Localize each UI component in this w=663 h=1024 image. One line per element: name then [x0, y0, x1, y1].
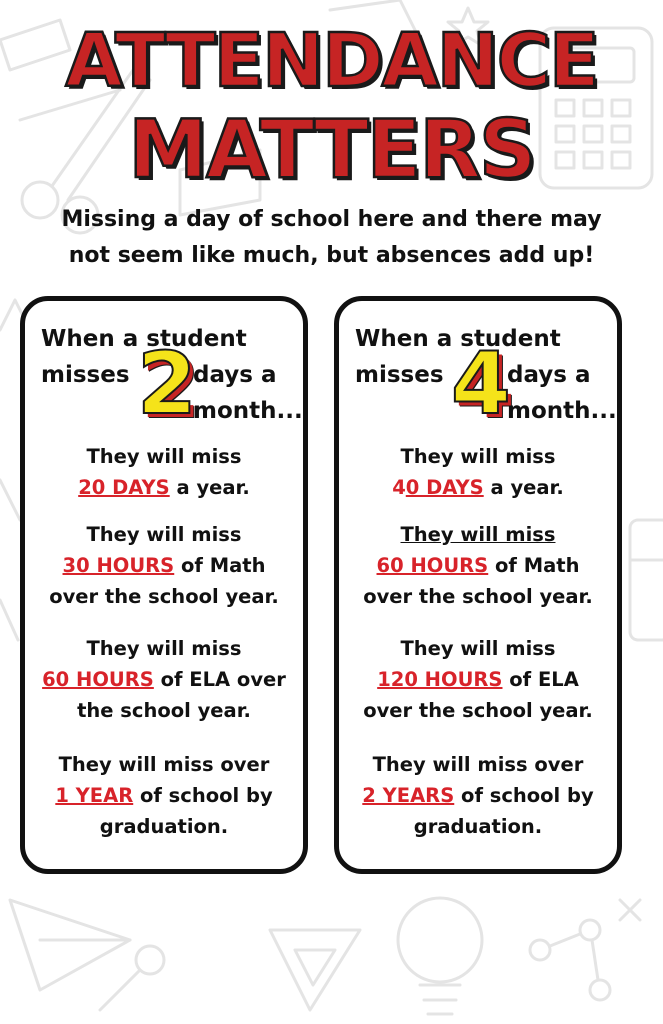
bus-icon [630, 520, 663, 640]
stat-highlight: 120 HOURS [377, 668, 503, 691]
poster-title-line-2: MATTERS [128, 103, 535, 196]
poster-title-line-1: ATTENDANCE [65, 18, 598, 104]
stat-highlight: 60 HOURS [376, 554, 489, 577]
subtitle-line-2: not seem like much, but absences add up! [68, 243, 595, 268]
paper-plane-icon [10, 900, 130, 990]
stat-highlight: 60 HOURS [42, 668, 154, 691]
triangle-ruler-icon [270, 930, 360, 1010]
stat-days-missed: They will miss 40 DAYS a year. [392, 445, 564, 499]
pushpin-icon [100, 946, 164, 1010]
math-symbol-icon [620, 900, 640, 920]
days-number-badge: 2 [137, 334, 197, 434]
stat-highlight: 30 HOURS [62, 554, 175, 577]
heading-month: month... [507, 398, 617, 424]
heading-line-1: When a student [41, 326, 247, 352]
stat-ela-hours: They will miss 60 HOURS of ELA over the school year. [42, 637, 286, 722]
molecule-icon [530, 920, 610, 1000]
poster-subtitle [20, 202, 643, 274]
four-days-card [334, 296, 622, 874]
two-days-card [20, 296, 308, 874]
card-heading [41, 321, 303, 434]
subtitle-line-1: Missing a day of school here and there may [61, 207, 602, 232]
card-heading [355, 321, 617, 434]
heading-days: days a [193, 362, 277, 388]
heading-line-1: When a student [355, 326, 561, 352]
stat-math-hours: They will miss 60 HOURS of Math over the school year. [363, 523, 593, 608]
stat-highlight: 0 DAYS [405, 476, 484, 499]
stat-years-missed: They will miss over 2 YEARS of school by graduation. [362, 753, 594, 838]
stat-highlight: 20 DAYS [78, 476, 170, 499]
lightbulb-icon [398, 898, 482, 1014]
stat-ela-hours: They will miss 120 HOURS of ELA over the school year. [363, 637, 593, 722]
stat-highlight: 2 YEARS [362, 784, 455, 807]
heading-month: month... [193, 398, 303, 424]
stat-days-missed: They will miss 20 DAYS a year. [78, 445, 250, 499]
stat-highlight: 1 YEAR [55, 784, 134, 807]
stat-years-missed: They will miss over 1 YEAR of school by graduation. [55, 753, 273, 838]
days-number-badge: 4 [451, 334, 511, 434]
heading-misses: misses [355, 362, 444, 388]
stat-math-hours: They will miss 30 HOURS of Math over the school year. [49, 523, 279, 608]
heading-misses: misses [41, 362, 130, 388]
heading-days: days a [507, 362, 591, 388]
